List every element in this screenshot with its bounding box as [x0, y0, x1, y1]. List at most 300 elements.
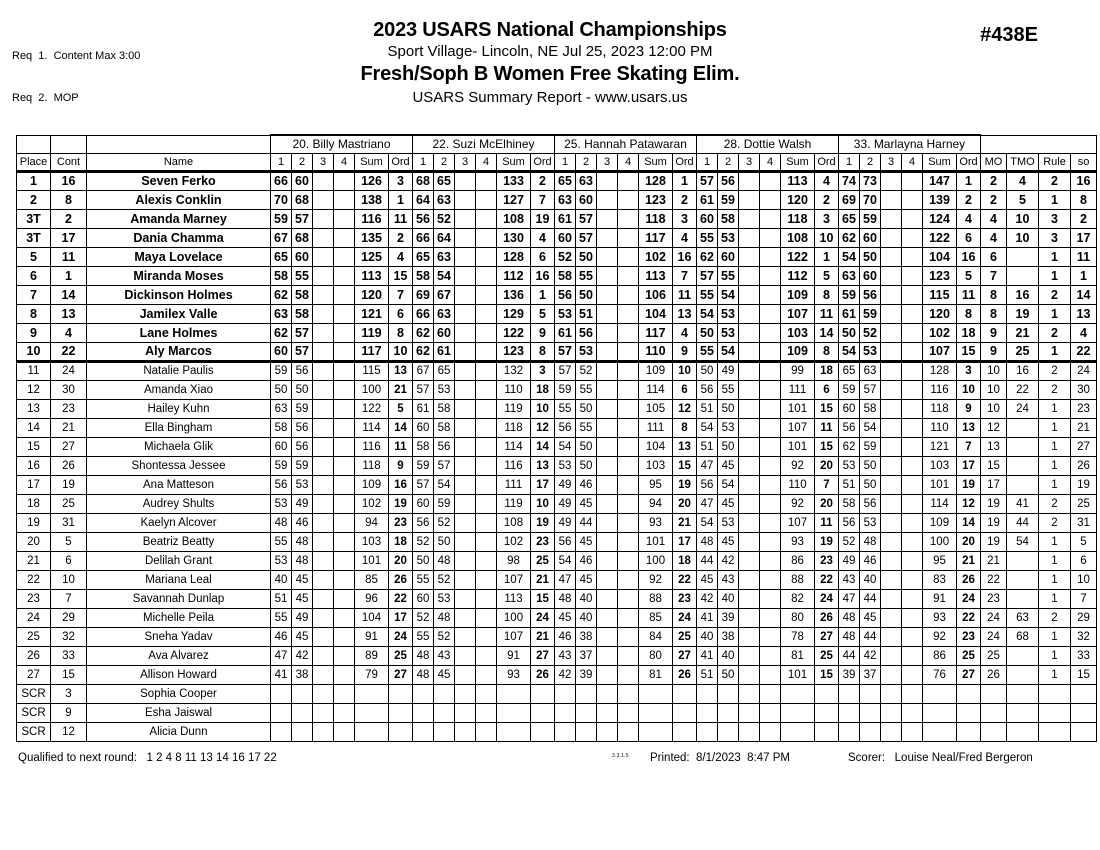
- cell-so: 6: [1071, 551, 1097, 570]
- cell-j5-sum: 107: [923, 342, 957, 361]
- cell-so: 30: [1071, 380, 1097, 399]
- cell-tmo: [1007, 437, 1039, 456]
- cell-cont: 10: [51, 570, 87, 589]
- cell-j4-sum: 107: [781, 418, 815, 437]
- cell-j1-3: [313, 570, 334, 589]
- cell-j4-4: [760, 513, 781, 532]
- cell-tmo: [1007, 551, 1039, 570]
- cell-tmo: 68: [1007, 627, 1039, 646]
- cell-j5-ord: 3: [957, 361, 981, 380]
- cell-j1-2: 55: [292, 266, 313, 285]
- cell-mo: 19: [981, 494, 1007, 513]
- cell-j5-sum: 116: [923, 380, 957, 399]
- cell-j4-4: [760, 684, 781, 703]
- cell-j5-2: 40: [860, 570, 881, 589]
- cell-mo: 17: [981, 475, 1007, 494]
- band-spacer: [87, 135, 271, 153]
- cell-j2-3: [455, 589, 476, 608]
- cell-j2-3: [455, 380, 476, 399]
- cell-j1-4: [334, 665, 355, 684]
- cell-j5-1: 59: [839, 380, 860, 399]
- cell-j2-4: [476, 228, 497, 247]
- cell-mo: 19: [981, 513, 1007, 532]
- cell-j5-2: 48: [860, 532, 881, 551]
- cell-j4-2: [718, 684, 739, 703]
- cell-j5-1: 54: [839, 342, 860, 361]
- cell-j4-3: [739, 608, 760, 627]
- cell-j2-1: 62: [413, 342, 434, 361]
- cell-j5-4: [902, 323, 923, 342]
- cell-j1-1: 70: [271, 190, 292, 209]
- cell-rule: 1: [1039, 190, 1071, 209]
- cell-j2-sum: 122: [497, 323, 531, 342]
- cell-j4-3: [739, 266, 760, 285]
- cell-j3-1: 49: [555, 494, 576, 513]
- cell-j3-4: [618, 266, 639, 285]
- cell-j2-sum: 112: [497, 266, 531, 285]
- cell-j4-2: 40: [718, 589, 739, 608]
- cell-j2-sum: 113: [497, 589, 531, 608]
- cell-j4-2: [718, 722, 739, 741]
- cell-j1-ord: 27: [389, 665, 413, 684]
- cell-j5-1: 65: [839, 209, 860, 228]
- cell-j3-sum: 117: [639, 323, 673, 342]
- cell-j4-1: 50: [697, 361, 718, 380]
- cell-j1-3: [313, 475, 334, 494]
- cell-j2-1: [413, 722, 434, 741]
- cell-j4-4: [760, 703, 781, 722]
- cell-j5-1: 48: [839, 608, 860, 627]
- cell-j5-4: [902, 285, 923, 304]
- cell-j5-sum: 103: [923, 456, 957, 475]
- cell-j3-1: 43: [555, 646, 576, 665]
- cell-j1-sum: 94: [355, 513, 389, 532]
- cell-j1-ord: 17: [389, 608, 413, 627]
- cell-j3-3: [597, 342, 618, 361]
- cell-j5-sum: 100: [923, 532, 957, 551]
- cell-j1-1: 46: [271, 627, 292, 646]
- cell-j2-2: [434, 703, 455, 722]
- cell-j2-sum: 133: [497, 171, 531, 190]
- cell-j2-1: 66: [413, 228, 434, 247]
- cell-j1-sum: 96: [355, 589, 389, 608]
- cell-j5-1: 52: [839, 532, 860, 551]
- cell-j1-1: 66: [271, 171, 292, 190]
- table-row: [17, 608, 1097, 627]
- cell-j4-ord: 24: [815, 589, 839, 608]
- cell-j5-sum: 86: [923, 646, 957, 665]
- cell-j3-2: 57: [576, 209, 597, 228]
- cell-j3-2: 46: [576, 475, 597, 494]
- cell-j4-3: [739, 399, 760, 418]
- cell-j3-ord: 1: [673, 171, 697, 190]
- cell-cont: 7: [51, 589, 87, 608]
- cell-j1-ord: 16: [389, 475, 413, 494]
- cell-j1-1: 62: [271, 285, 292, 304]
- cell-j4-sum: 103: [781, 323, 815, 342]
- cell-j4-1: [697, 703, 718, 722]
- cell-j4-1: 60: [697, 209, 718, 228]
- cell-j3-ord: 8: [673, 418, 697, 437]
- cell-name: Sneha Yadav: [87, 627, 271, 646]
- cell-j5-ord: 9: [957, 399, 981, 418]
- cell-j4-1: 54: [697, 304, 718, 323]
- cell-so: 10: [1071, 570, 1097, 589]
- cell-mo: [981, 684, 1007, 703]
- cell-j4-2: 54: [718, 475, 739, 494]
- col-header-j2-3: 3: [455, 153, 476, 171]
- cell-place: 22: [17, 570, 51, 589]
- cell-j3-2: 46: [576, 551, 597, 570]
- cell-cont: 2: [51, 209, 87, 228]
- cell-so: 25: [1071, 494, 1097, 513]
- cell-rule: 1: [1039, 665, 1071, 684]
- cell-j4-ord: 2: [815, 190, 839, 209]
- table-row: [17, 570, 1097, 589]
- cell-j3-3: [597, 361, 618, 380]
- cell-j2-2: 52: [434, 209, 455, 228]
- cell-j3-sum: 88: [639, 589, 673, 608]
- cell-mo: 10: [981, 361, 1007, 380]
- col-header-j4-ord: Ord: [815, 153, 839, 171]
- cell-j5-sum: 93: [923, 608, 957, 627]
- cell-j5-1: 43: [839, 570, 860, 589]
- cell-cont: 23: [51, 399, 87, 418]
- cell-name: Michelle Peila: [87, 608, 271, 627]
- cell-j2-2: [434, 684, 455, 703]
- cell-j1-3: [313, 703, 334, 722]
- cell-j5-ord: 11: [957, 285, 981, 304]
- cell-j4-1: 40: [697, 627, 718, 646]
- cell-j1-4: [334, 209, 355, 228]
- cell-place: 2: [17, 190, 51, 209]
- cell-j5-3: [881, 304, 902, 323]
- table-row: [17, 285, 1097, 304]
- cell-j3-4: [618, 171, 639, 190]
- cell-j4-3: [739, 551, 760, 570]
- cell-j5-3: [881, 418, 902, 437]
- cell-j1-4: [334, 361, 355, 380]
- cell-j4-2: 60: [718, 247, 739, 266]
- cell-j3-1: 56: [555, 532, 576, 551]
- cell-j4-sum: 111: [781, 380, 815, 399]
- cell-j2-3: [455, 570, 476, 589]
- cell-place: 21: [17, 551, 51, 570]
- cell-j4-ord: 1: [815, 247, 839, 266]
- cell-cont: 21: [51, 418, 87, 437]
- col-header-j5-4: 4: [902, 153, 923, 171]
- col-header-j1-1: 1: [271, 153, 292, 171]
- cell-j3-1: 45: [555, 608, 576, 627]
- cell-j3-2: 55: [576, 380, 597, 399]
- event-subtitle: Fresh/Soph B Women Free Skating Elim.: [360, 63, 740, 85]
- col-header-j5-sum: Sum: [923, 153, 957, 171]
- cell-j4-ord: 3: [815, 209, 839, 228]
- cell-j2-3: [455, 608, 476, 627]
- judge-header-1: 20. Billy Mastriano: [271, 135, 413, 153]
- requirement-1: Req 1. Content Max 3:00: [12, 50, 141, 62]
- cell-rule: 2: [1039, 285, 1071, 304]
- cell-j3-sum: 114: [639, 380, 673, 399]
- cell-j1-4: [334, 722, 355, 741]
- cell-j1-3: [313, 456, 334, 475]
- cell-j2-3: [455, 190, 476, 209]
- cell-j2-ord: 26: [531, 665, 555, 684]
- cell-rule: 1: [1039, 304, 1071, 323]
- table-row: [17, 361, 1097, 380]
- cell-j2-ord: [531, 703, 555, 722]
- cell-tmo: 16: [1007, 285, 1039, 304]
- cell-j2-3: [455, 532, 476, 551]
- cell-j5-4: [902, 266, 923, 285]
- cell-j2-3: [455, 209, 476, 228]
- col-header-j3-ord: Ord: [673, 153, 697, 171]
- table-row: [17, 494, 1097, 513]
- cell-j3-ord: 27: [673, 646, 697, 665]
- cell-j1-sum: [355, 703, 389, 722]
- cell-j2-2: 60: [434, 323, 455, 342]
- table-row: [17, 342, 1097, 361]
- judge-header-2: 22. Suzi McElhiney: [413, 135, 555, 153]
- cell-tmo: 54: [1007, 532, 1039, 551]
- cell-j2-ord: 13: [531, 456, 555, 475]
- cell-tmo: 24: [1007, 399, 1039, 418]
- cell-j3-3: [597, 684, 618, 703]
- cell-j4-1: 56: [697, 475, 718, 494]
- col-header-j4-sum: Sum: [781, 153, 815, 171]
- cell-j5-3: [881, 399, 902, 418]
- cell-mo: 21: [981, 551, 1007, 570]
- cell-j3-1: 63: [555, 190, 576, 209]
- cell-name: Alexis Conklin: [87, 190, 271, 209]
- cell-place: 3T: [17, 228, 51, 247]
- cell-j2-1: 62: [413, 323, 434, 342]
- cell-place: 14: [17, 418, 51, 437]
- cell-j4-sum: 99: [781, 361, 815, 380]
- cell-j5-sum: 92: [923, 627, 957, 646]
- cell-j5-4: [902, 418, 923, 437]
- cell-j3-4: [618, 608, 639, 627]
- cell-j2-4: [476, 494, 497, 513]
- cell-j3-sum: 80: [639, 646, 673, 665]
- cell-j4-2: 58: [718, 209, 739, 228]
- cell-j5-sum: [923, 703, 957, 722]
- cell-j5-sum: 114: [923, 494, 957, 513]
- cell-j4-ord: 15: [815, 399, 839, 418]
- cell-j2-ord: 6: [531, 247, 555, 266]
- cell-j3-4: [618, 304, 639, 323]
- cell-name: Miranda Moses: [87, 266, 271, 285]
- table-row: [17, 437, 1097, 456]
- cell-j5-1: 63: [839, 266, 860, 285]
- cell-j5-3: [881, 684, 902, 703]
- col-header-rule: Rule: [1039, 153, 1071, 171]
- cell-j4-2: 40: [718, 646, 739, 665]
- cell-j4-2: 42: [718, 551, 739, 570]
- cell-j5-1: 44: [839, 646, 860, 665]
- cell-tmo: [1007, 247, 1039, 266]
- cell-j1-ord: 25: [389, 646, 413, 665]
- cell-j5-3: [881, 456, 902, 475]
- cell-j4-sum: 92: [781, 456, 815, 475]
- cell-j5-sum: 95: [923, 551, 957, 570]
- cell-j2-4: [476, 323, 497, 342]
- col-header-j5-ord: Ord: [957, 153, 981, 171]
- cell-j3-2: 38: [576, 627, 597, 646]
- table-row: [17, 551, 1097, 570]
- cell-j3-4: [618, 722, 639, 741]
- cell-j1-sum: 109: [355, 475, 389, 494]
- cell-cont: 25: [51, 494, 87, 513]
- col-header-mo: MO: [981, 153, 1007, 171]
- cell-j4-2: 53: [718, 228, 739, 247]
- cell-j5-2: 42: [860, 646, 881, 665]
- cell-cont: 12: [51, 722, 87, 741]
- cell-so: 31: [1071, 513, 1097, 532]
- cell-so: [1071, 722, 1097, 741]
- cell-j4-1: 51: [697, 437, 718, 456]
- cell-j3-2: 50: [576, 285, 597, 304]
- cell-j4-2: 43: [718, 570, 739, 589]
- cell-tmo: [1007, 570, 1039, 589]
- cell-cont: 27: [51, 437, 87, 456]
- cell-j2-1: 56: [413, 209, 434, 228]
- cell-j3-sum: 128: [639, 171, 673, 190]
- cell-j1-ord: 24: [389, 627, 413, 646]
- cell-rule: 3: [1039, 228, 1071, 247]
- cell-j4-3: [739, 171, 760, 190]
- cell-j3-ord: 11: [673, 285, 697, 304]
- cell-j4-3: [739, 456, 760, 475]
- cell-j1-3: [313, 285, 334, 304]
- cell-j3-1: 56: [555, 418, 576, 437]
- cell-j5-sum: 91: [923, 589, 957, 608]
- cell-j4-1: 47: [697, 456, 718, 475]
- cell-j4-sum: 107: [781, 513, 815, 532]
- cell-rule: 1: [1039, 646, 1071, 665]
- cell-j5-sum: 124: [923, 209, 957, 228]
- table-row: [17, 646, 1097, 665]
- cell-rule: 3: [1039, 209, 1071, 228]
- cell-place: 20: [17, 532, 51, 551]
- cell-j1-2: 68: [292, 228, 313, 247]
- cell-tmo: [1007, 665, 1039, 684]
- cell-mo: 7: [981, 266, 1007, 285]
- cell-j1-ord: 6: [389, 304, 413, 323]
- cell-mo: 15: [981, 456, 1007, 475]
- cell-tmo: [1007, 456, 1039, 475]
- cell-j1-2: [292, 684, 313, 703]
- cell-j3-sum: [639, 722, 673, 741]
- cell-tmo: [1007, 266, 1039, 285]
- cell-tmo: 10: [1007, 209, 1039, 228]
- cell-j5-ord: 16: [957, 247, 981, 266]
- cell-j2-1: 61: [413, 399, 434, 418]
- cell-j1-1: 47: [271, 646, 292, 665]
- cell-name: Mariana Leal: [87, 570, 271, 589]
- cell-j4-2: 55: [718, 380, 739, 399]
- col-header-j4-3: 3: [739, 153, 760, 171]
- cell-j5-3: [881, 285, 902, 304]
- cell-j4-3: [739, 589, 760, 608]
- cell-j5-4: [902, 361, 923, 380]
- col-header-j4-2: 2: [718, 153, 739, 171]
- cell-j1-sum: 101: [355, 551, 389, 570]
- cell-j3-ord: 21: [673, 513, 697, 532]
- cell-j2-sum: 128: [497, 247, 531, 266]
- cell-j3-4: [618, 570, 639, 589]
- cell-j1-sum: 126: [355, 171, 389, 190]
- cell-j3-sum: 101: [639, 532, 673, 551]
- cell-j4-3: [739, 285, 760, 304]
- cell-j5-4: [902, 551, 923, 570]
- cell-j1-1: 60: [271, 437, 292, 456]
- cell-j1-4: [334, 304, 355, 323]
- cell-j5-sum: 122: [923, 228, 957, 247]
- judge-header-4: 28. Dottie Walsh: [697, 135, 839, 153]
- cell-j4-4: [760, 247, 781, 266]
- cell-tmo: [1007, 646, 1039, 665]
- cell-j3-3: [597, 646, 618, 665]
- cell-j4-sum: 110: [781, 475, 815, 494]
- cell-cont: 13: [51, 304, 87, 323]
- cell-j5-ord: 26: [957, 570, 981, 589]
- cell-j1-ord: 11: [389, 209, 413, 228]
- cell-j1-4: [334, 475, 355, 494]
- cell-j4-2: [718, 703, 739, 722]
- cell-j5-sum: [923, 722, 957, 741]
- cell-j2-sum: 129: [497, 304, 531, 323]
- cell-j4-3: [739, 513, 760, 532]
- cell-j4-4: [760, 190, 781, 209]
- cell-j1-2: 50: [292, 380, 313, 399]
- cell-j3-4: [618, 494, 639, 513]
- cell-j5-4: [902, 399, 923, 418]
- cell-j3-4: [618, 399, 639, 418]
- cell-j1-1: 59: [271, 456, 292, 475]
- cell-j5-sum: 120: [923, 304, 957, 323]
- cell-j3-3: [597, 228, 618, 247]
- cell-j4-2: 53: [718, 323, 739, 342]
- cell-j4-3: [739, 475, 760, 494]
- cell-j4-2: 49: [718, 361, 739, 380]
- cell-so: 27: [1071, 437, 1097, 456]
- cell-j4-4: [760, 722, 781, 741]
- cell-j4-ord: 4: [815, 171, 839, 190]
- cell-j1-1: 50: [271, 380, 292, 399]
- cell-j3-2: 40: [576, 608, 597, 627]
- cell-j4-4: [760, 437, 781, 456]
- cell-j2-2: 64: [434, 228, 455, 247]
- cell-j5-1: 54: [839, 247, 860, 266]
- cell-j5-sum: 118: [923, 399, 957, 418]
- cell-j4-1: 55: [697, 285, 718, 304]
- cell-j2-ord: 17: [531, 475, 555, 494]
- cell-j4-1: 62: [697, 247, 718, 266]
- cell-j4-sum: 82: [781, 589, 815, 608]
- cell-j3-sum: [639, 684, 673, 703]
- cell-j2-4: [476, 171, 497, 190]
- cell-name: Alicia Dunn: [87, 722, 271, 741]
- cell-j5-4: [902, 304, 923, 323]
- cell-j1-3: [313, 608, 334, 627]
- cell-j1-2: 53: [292, 475, 313, 494]
- cell-j3-ord: 13: [673, 437, 697, 456]
- cell-j2-3: [455, 627, 476, 646]
- cell-j3-ord: 19: [673, 475, 697, 494]
- cell-j4-sum: 88: [781, 570, 815, 589]
- cell-j5-sum: 123: [923, 266, 957, 285]
